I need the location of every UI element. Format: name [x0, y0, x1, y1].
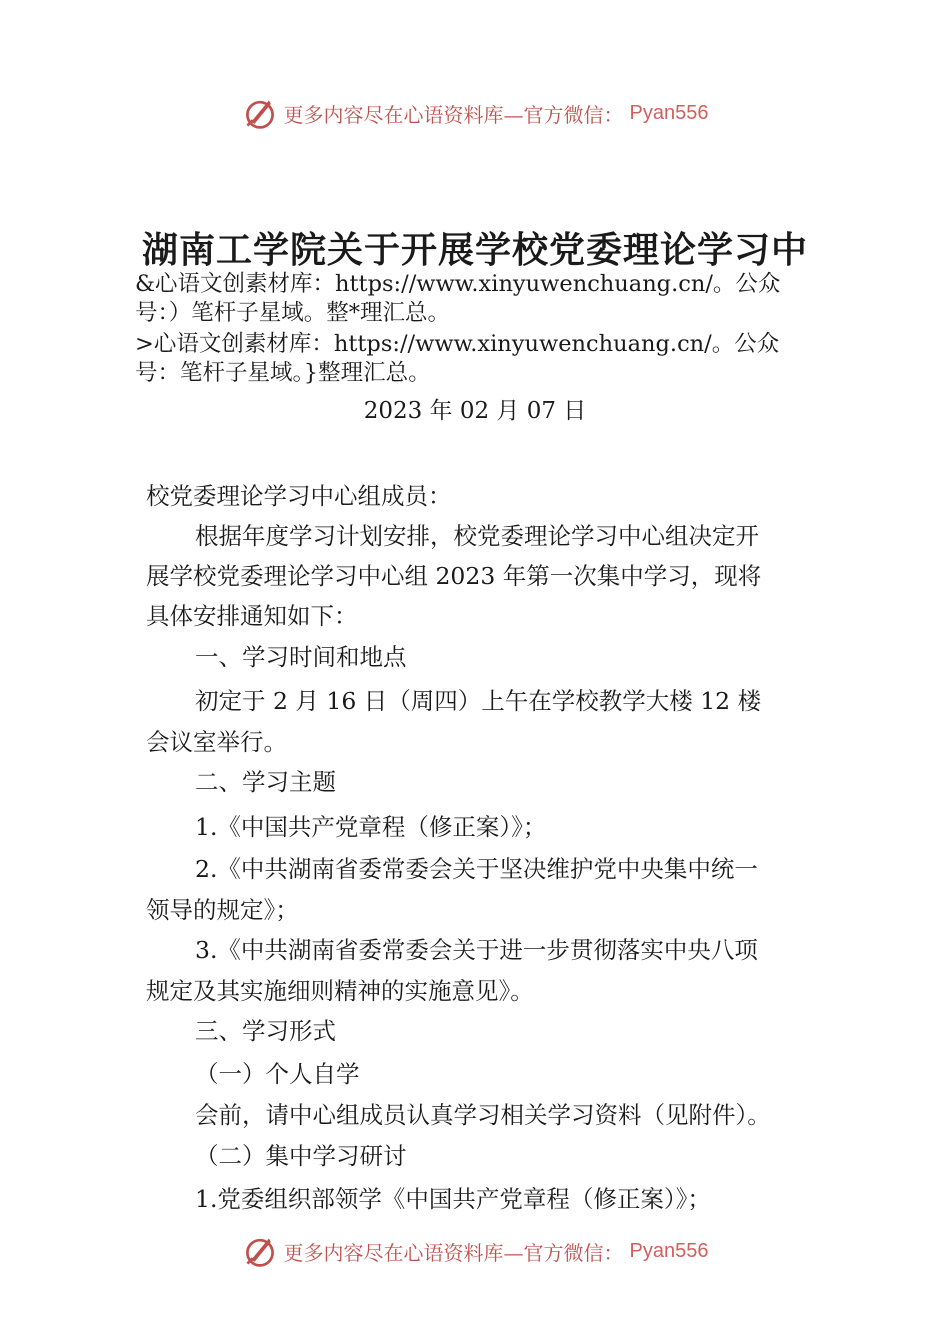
- source-note-line: 号：）笔杆子星域。整*理汇总。: [135, 300, 451, 326]
- source-note-line: 号：笔杆子星域。}整理汇总。: [135, 360, 431, 386]
- paragraph-line: 具体安排通知如下：: [146, 602, 358, 630]
- list-item: 1.党委组织部领学《中国共产党章程（修正案）》；: [195, 1185, 711, 1213]
- salutation: 校党委理论学习中心组成员：: [146, 482, 452, 510]
- section-heading: 三、学习形式: [195, 1017, 336, 1045]
- banner-wechat-handle: Pyan556: [629, 101, 709, 124]
- document-date: 2023 年 02 月 07 日: [363, 398, 587, 424]
- banner-text: 更多内容尽在心语资料库—官方微信：: [283, 1240, 624, 1265]
- paragraph-line: 初定于 2 月 16 日（周四）上午在学校教学大楼 12 楼: [195, 687, 762, 715]
- list-item: 1.《中国共产党章程（修正案）》；: [195, 813, 547, 841]
- source-note-line: >心语文创素材库：https://www.xinyuwenchuang.cn/。公众: [135, 331, 780, 357]
- paragraph-line: 根据年度学习计划安排，校党委理论学习中心组决定开: [195, 522, 759, 550]
- subsection-heading: （一）个人自学: [195, 1060, 360, 1088]
- document-title: 湖南工学院关于开展学校党委理论学习中: [141, 229, 808, 271]
- list-item: 2.《中共湖南省委常委会关于坚决维护党中央集中统一: [195, 855, 758, 883]
- section-heading: 二、学习主题: [195, 768, 336, 796]
- subsection-heading: （二）集中学习研讨: [195, 1142, 407, 1170]
- list-item: 3.《中共湖南省委常委会关于进一步贯彻落实中央八项: [195, 936, 758, 964]
- paragraph-line: 展学校党委理论学习中心组 2023 年第一次集中学习，现将: [146, 562, 762, 590]
- banner-wechat-handle: Pyan556: [629, 1239, 709, 1262]
- banner-text: 更多内容尽在心语资料库—官方微信：: [283, 102, 624, 127]
- quill-logo-icon: [242, 1233, 278, 1269]
- list-item-continuation: 领导的规定》；: [146, 896, 299, 924]
- section-heading: 一、学习时间和地点: [195, 643, 407, 671]
- source-note-line: &心语文创素材库：https://www.xinyuwenchuang.cn/。公众: [135, 271, 781, 297]
- paragraph-line: 会议室举行。: [146, 728, 287, 756]
- footer-watermark-banner: [0, 1233, 950, 1269]
- paragraph-line: 会前，请中心组成员认真学习相关学习资料（见附件）。: [195, 1101, 771, 1129]
- quill-logo-icon: [242, 95, 278, 131]
- header-watermark-banner: [0, 95, 950, 131]
- list-item-continuation: 规定及其实施细则精神的实施意见》。: [146, 977, 534, 1005]
